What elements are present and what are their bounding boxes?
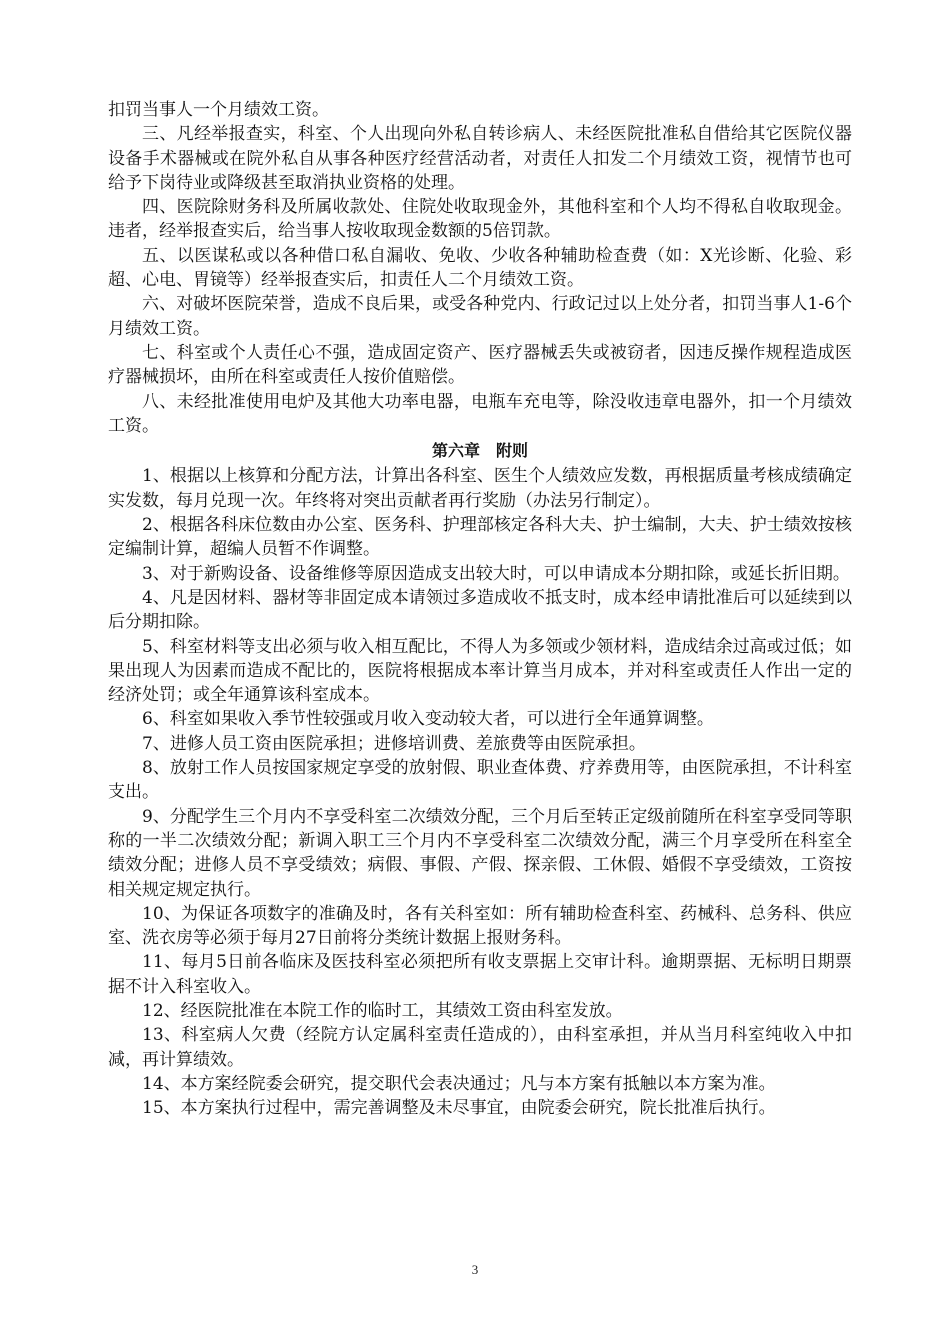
- chapter6-item-1: 1、根据以上核算和分配方法，计算出各科室、医生个人绩效应发数，再根据质量考核成绩确定实发数，每月兑现一次。年终将对突出贡献者再行奖励（办法另行制定）。: [108, 466, 852, 511]
- page-number: 3: [471, 1262, 479, 1277]
- chapter6-item-15: 15、本方案执行过程中，需完善调整及未尽事宜，由院委会研究，院长批准后执行。: [142, 1098, 776, 1119]
- chapter6-item-7: 7、进修人员工资由医院承担；进修培训费、差旅费等由医院承担。: [142, 733, 646, 754]
- chapter6-item-2: 2、根据各科床位数由办公室、医务科、护理部核定各科大夫、护士编制，大夫、护士绩效按核定编制计算，超编人员暂不作调整。: [108, 515, 852, 560]
- chapter6-item-3: 3、对于新购设备、设备维修等原因造成支出较大时，可以申请成本分期扣除，或延长折旧期。: [142, 563, 850, 584]
- chapter6-item-12: 12、经医院批准在本院工作的临时工，其绩效工资由科室发放。: [142, 1000, 623, 1021]
- chapter6-item-5: 5、科室材料等支出必须与收入相互配比，不得人为多领或少领材料，造成结余过高或过低；如果出现人为因素而造成不配比的，医院将根据成本率计算当月成本，并对科室或责任人作出一定的经济处罚；或全年通算该科室成本。: [108, 636, 852, 706]
- chapter6-item-11: 11、每月5日前各临床及医技科室必须把所有收支票据上交审计科。逾期票据、无标明日期票据不计入科室收入。: [108, 952, 852, 997]
- chapter6-item-13: 13、科室病人欠费（经院方认定属科室责任造成的），由科室承担，并从当月科室纯收入中扣减，再计算绩效。: [108, 1025, 852, 1070]
- chapter6-item-14: 14、本方案经院委会研究，提交职代会表决通过；凡与本方案有抵触以本方案为准。: [142, 1073, 776, 1094]
- chapter6-heading: 第六章 附则: [431, 441, 528, 461]
- chapter6-item-10: 10、为保证各项数字的准确及时，各有关科室如：所有辅助检查科室、药械科、总务科、供应室、洗衣房等必须于每月27日前将分类统计数据上报财务科。: [108, 903, 852, 949]
- section5-item-4: 四、医院除财务科及所属收款处、住院处收取现金外，其他科室和个人均不得私自收取现金。违者，经举报查实后，给当事人按收取现金数额的5倍罚款。: [108, 197, 852, 242]
- section5-item-5: 五、以医谋私或以各种借口私自漏收、免收、少收各种辅助检查费（如：X光诊断、化验、彩超、心电、胃镜等）经举报查实后，扣责任人二个月绩效工资。: [108, 245, 852, 291]
- chapter6-item-8: 8、放射工作人员按国家规定享受的放射假、职业查体费、疗养费用等，由医院承担，不计科室支出。: [108, 758, 852, 803]
- section5-item-3: 三、凡经举报查实，科室、个人出现向外私自转诊病人、未经医院批准私自借给其它医院仪器设备手术器械或在院外私自从事各种医疗经营活动者，对责任人扣发二个月绩效工资，视情节也可给予下岗待业或降级甚至取消执业资格的处理。: [108, 124, 852, 193]
- chapter6-item-4: 4、凡是因材料、器材等非固定成本请领过多造成收不抵支时，成本经申请批准后可以延续到以后分期扣除。: [108, 587, 852, 633]
- section5-item-8: 八、未经批准使用电炉及其他大功率电器，电瓶车充电等，除没收违章电器外，扣一个月绩效工资。: [108, 391, 852, 436]
- document-page: [108, 98, 852, 1120]
- continuation-paragraph: 扣罚当事人一个月绩效工资。: [108, 100, 329, 120]
- chapter6-item-9: 9、分配学生三个月内不享受科室二次绩效分配，三个月后至转正定级前随所在科室享受同等职称的一半二次绩效分配；新调入职工三个月内不享受科室二次绩效分配，满三个月享受所在科室全绩效分配；进修人员不享受绩效；病假、事假、产假、探亲假、工休假、婚假不享受绩效，工资按相关规定规定执行。: [108, 806, 852, 900]
- section5-item-7: 七、科室或个人责任心不强，造成固定资产、医疗器械丢失或被窃者，因违反操作规程造成医疗器械损坏，由所在科室或责任人按价值赔偿。: [108, 342, 852, 388]
- section5-item-6: 六、对破坏医院荣誉，造成不良后果，或受各种党内、行政记过以上处分者，扣罚当事人1-6个月绩效工资。: [108, 294, 852, 339]
- chapter6-item-6: 6、科室如果收入季节性较强或月收入变动较大者，可以进行全年通算调整。: [142, 709, 714, 730]
